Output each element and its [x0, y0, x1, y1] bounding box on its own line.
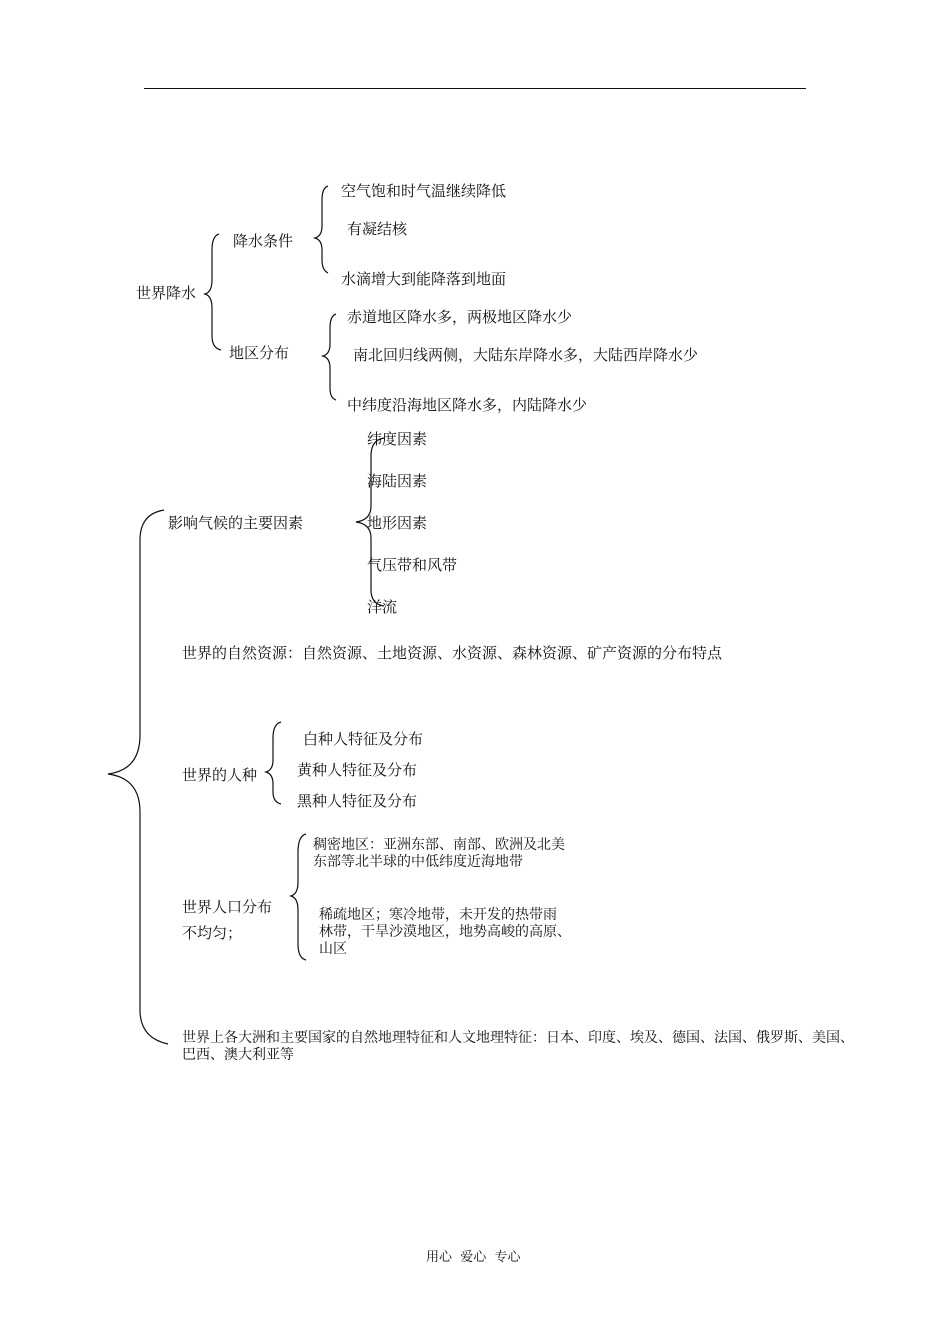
climate-factor-item: 纬度因素	[367, 430, 428, 448]
climate-factor-item: 地形因素	[367, 514, 428, 532]
race-item: 黄种人特征及分布	[297, 761, 418, 779]
conditions-label: 降水条件	[233, 232, 294, 250]
climate-factor-item: 洋流	[367, 598, 398, 616]
precipitation-title: 世界降水	[136, 284, 197, 302]
distribution-item: 南北回归线两侧，大陆东岸降水多，大陆西岸降水少	[353, 346, 699, 364]
brace-races	[266, 722, 281, 804]
natural-resources-line: 世界的自然资源：自然资源、土地资源、水资源、森林资源、矿产资源的分布特点	[182, 644, 723, 662]
climate-factor-item: 气压带和风带	[367, 556, 458, 574]
continents-line: 巴西、澳大利亚等	[182, 1047, 294, 1063]
population-label: 世界人口分布	[182, 898, 273, 916]
population-sparse: 稀疏地区；寒冷地带，未开发的热带雨	[319, 907, 557, 923]
population-sparse: 山区	[319, 941, 347, 957]
condition-item: 水滴增大到能降落到地面	[341, 270, 507, 288]
race-item: 白种人特征及分布	[303, 730, 424, 748]
race-item: 黑种人特征及分布	[297, 792, 418, 810]
condition-item: 空气饱和时气温继续降低	[341, 182, 507, 200]
climate-factors-label: 影响气候的主要因素	[168, 514, 304, 532]
brace-conditions	[315, 186, 328, 273]
brace-main	[108, 510, 168, 1044]
population-dense: 东部等北半球的中低纬度近海地带	[313, 854, 523, 870]
population-label: 不均匀；	[182, 924, 243, 942]
distribution-item: 中纬度沿海地区降水多，内陆降水少	[347, 396, 588, 414]
distribution-label: 地区分布	[229, 344, 290, 362]
condition-item: 有凝结核	[347, 220, 408, 238]
brace-population	[291, 834, 306, 960]
population-sparse: 林带，干旱沙漠地区，地势高峻的高原、	[319, 924, 571, 940]
climate-factor-item: 海陆因素	[367, 472, 428, 490]
races-label: 世界的人种	[182, 766, 258, 784]
page-footer: 用心 爱心 专心	[426, 1250, 521, 1265]
continents-line: 世界上各大洲和主要国家的自然地理特征和人文地理特征：日本、印度、埃及、德国、法国、俄罗斯、美国、	[182, 1030, 854, 1046]
population-dense: 稠密地区：亚洲东部、南部、欧洲及北美	[313, 837, 565, 853]
brace-distribution	[323, 314, 336, 400]
distribution-item: 赤道地区降水多，两极地区降水少	[347, 308, 573, 326]
brace-precipitation	[205, 234, 221, 350]
